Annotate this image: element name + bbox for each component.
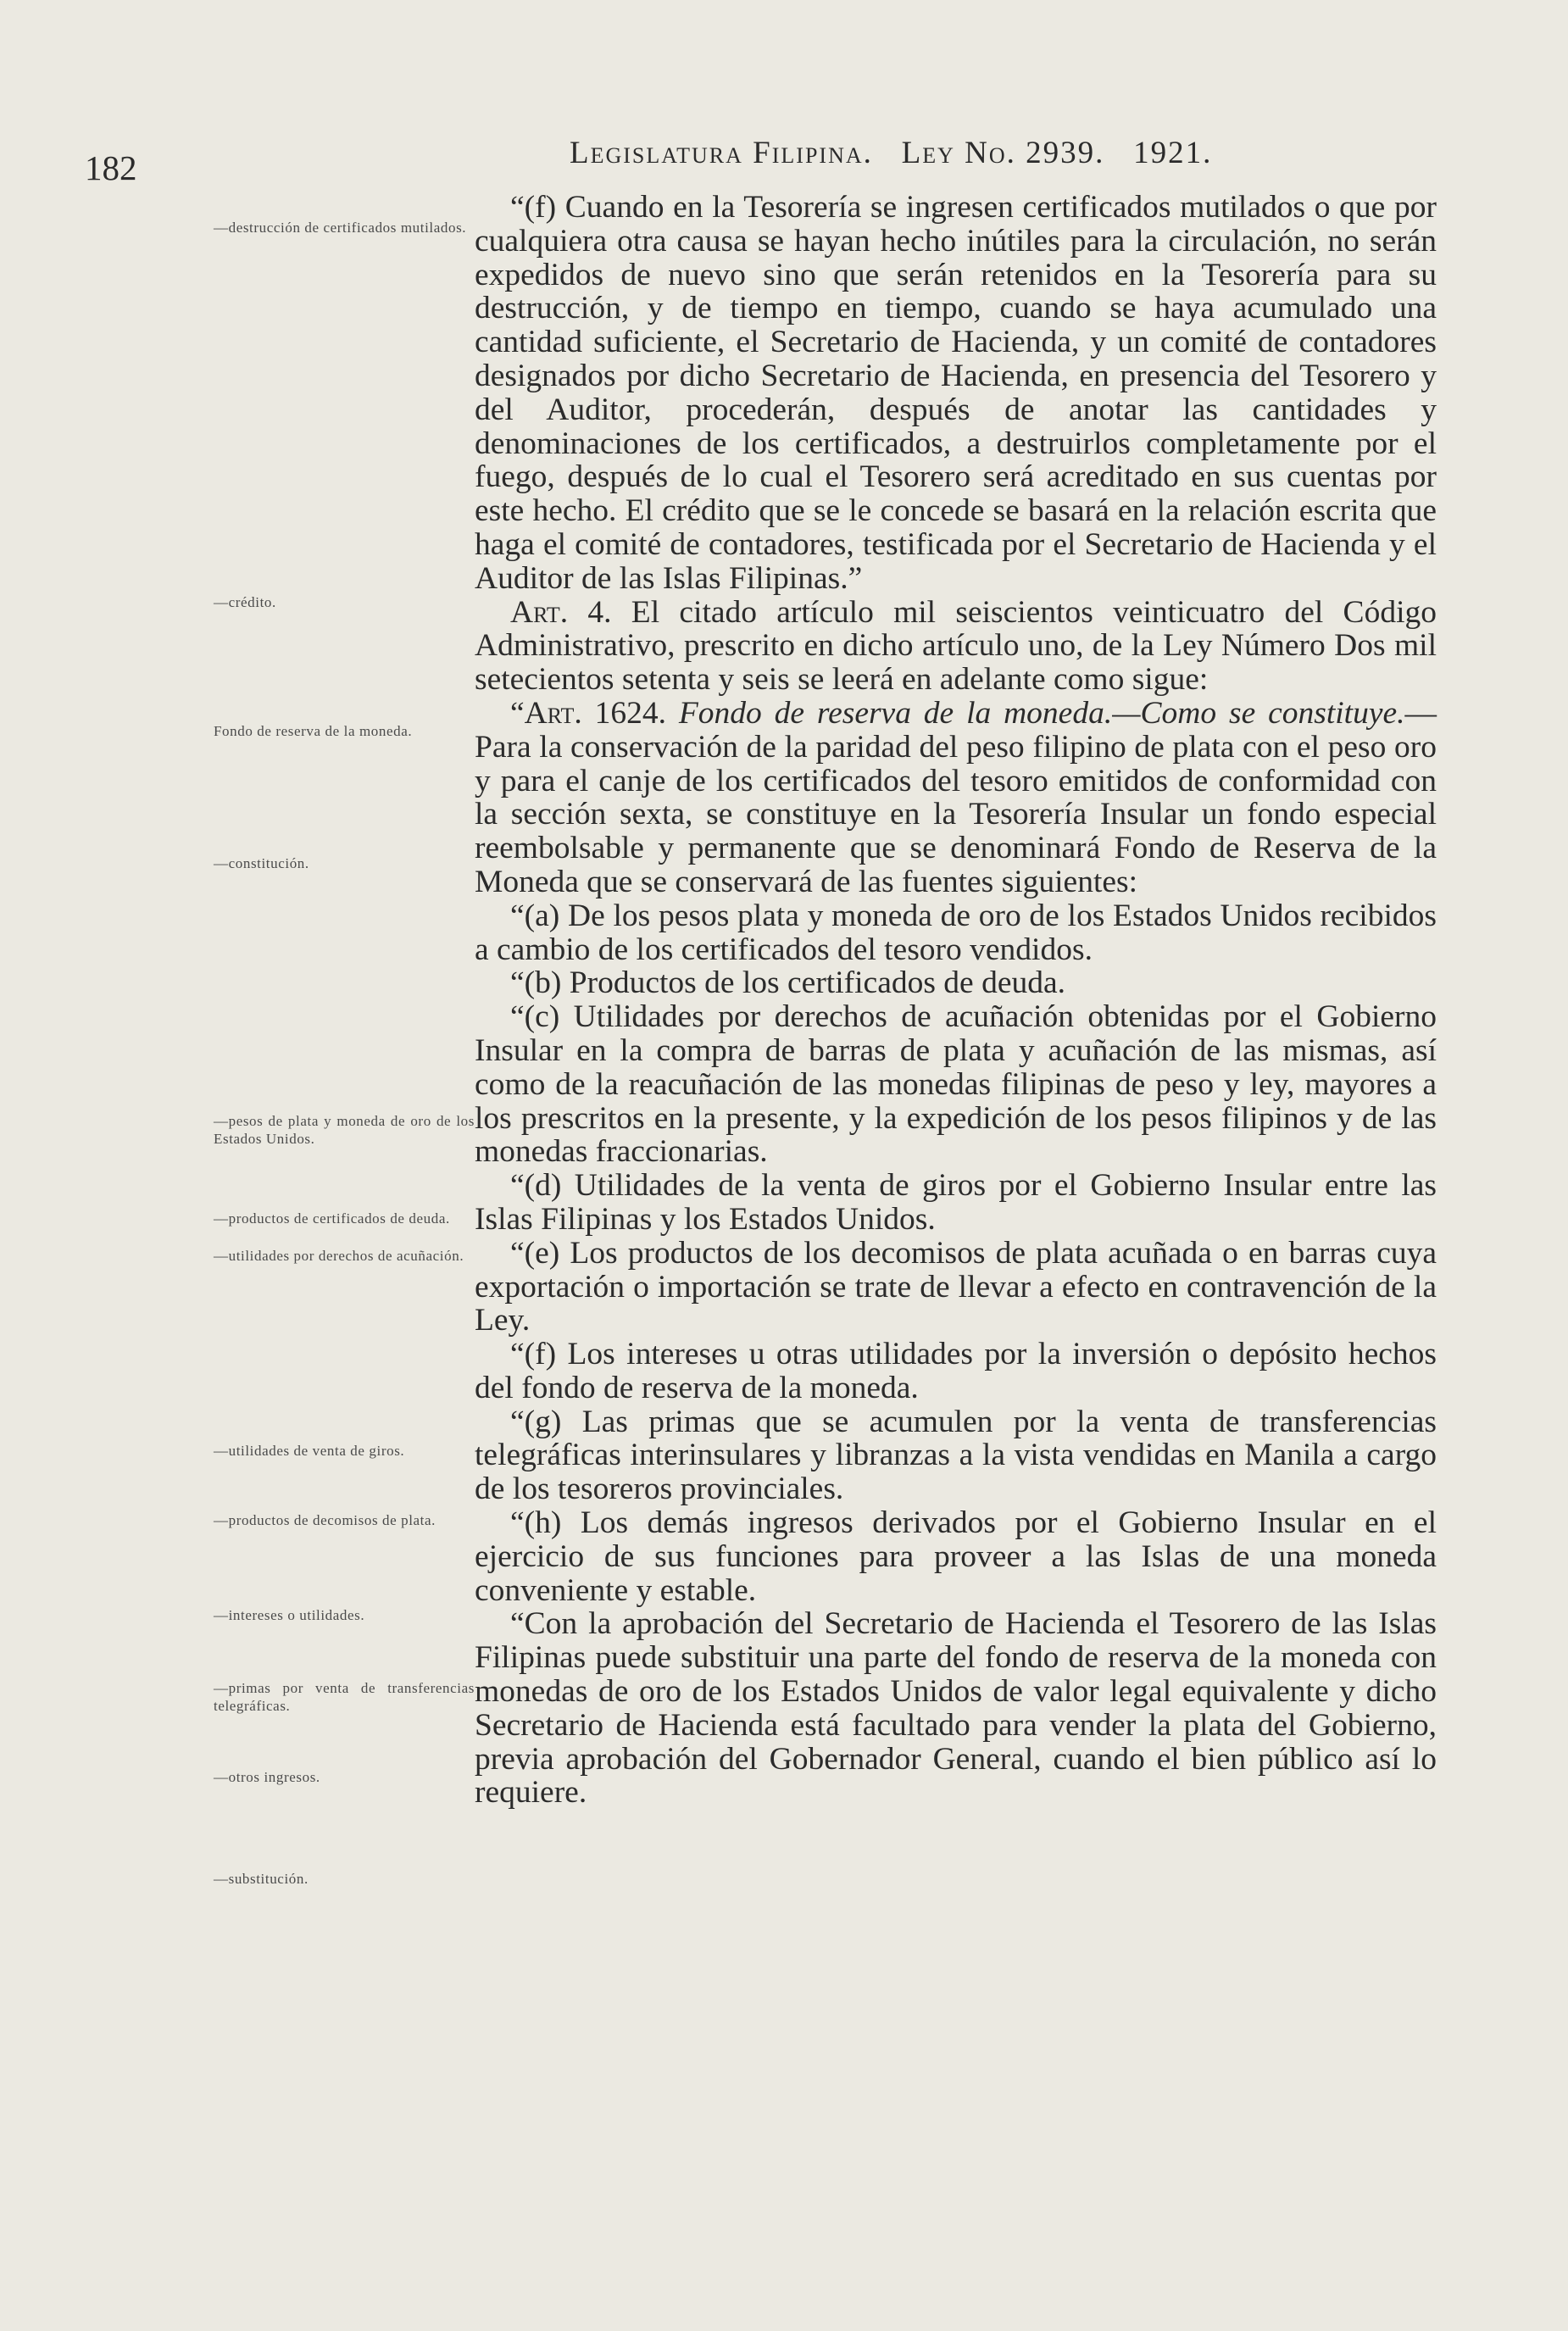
margin-note: —intereses o utilidades. [214,1607,365,1623]
paragraph-article-1624 [475,697,1437,899]
margin-note: Fondo de reserva de la moneda. [214,723,413,739]
running-title-year: 1921. [1133,136,1213,170]
article-4-text: El citado artículo mil seiscientos veinticuatro del Código Administrativo, prescrito en dicho artículo uno, de la Ley Número Dos mil setecientos setenta y seis se leerá en adelante como sigue: [475,594,1437,698]
paragraph-c: “(c) Utilidades por derechos de acuñación obtenidas por el Gobierno Insular en la compra de barras de plata y acuñación de las mismas, así como de la reacuñación de las monedas filipinas de peso y ley, mayores a los prescritos en la presente, y la expedición de los pesos filipinos y de las monedas fraccionarias. [475,999,1437,1170]
article-1624-title: Fondo de reserva de la moneda.—Como se constituye. [678,695,1405,731]
margin-note: —constitución. [214,855,309,871]
paragraph-b: “(b) Productos de los certificados de deuda. [510,965,1065,1001]
margin-note: —pesos de plata y moneda de oro de los Estados Unidos. [214,1113,475,1147]
running-title-law: Ley No. 2939. [901,136,1105,170]
margin-note: —substitución. [214,1871,309,1887]
paragraph-d: “(d) Utilidades de la venta de giros por el Gobierno Insular entre las Islas Filipinas y los Estados Unidos. [475,1168,1437,1237]
paragraph-a: “(a) De los pesos plata y moneda de oro de los Estados Unidos recibidos a cambio de los certificados del tesoro vendidos. [475,898,1437,967]
margin-note: —utilidades por derechos de acuñación. [214,1248,464,1264]
paragraph-e: “(e) Los productos de los decomisos de plata acuñada o en barras cuya exportación o importación se trate de llevar a efecto en contravención de la Ley. [475,1235,1437,1338]
article-1624-label: “Art. 1624. [510,695,666,731]
running-head [570,137,1212,169]
running-title-legislature: Legislatura Filipina. [570,136,873,170]
paragraph-g: “(g) Las primas que se acumulen por la venta de transferencias telegráficas interinsulares y libranzas a la vista vendidas en Manila a cargo de los tesoreros provinciales. [475,1404,1437,1507]
margin-note: —crédito. [214,594,276,610]
margin-note: —productos de decomisos de plata. [214,1512,436,1528]
margin-note: —otros ingresos. [214,1769,320,1785]
paragraph-substitution: “Con la aprobación del Secretario de Hacienda el Tesorero de las Islas Filipinas puede substituir una parte del fondo de reserva de la moneda con monedas de oro de los Estados Unidos de valor legal equivalente y dicho Secretario de Hacienda está facultado para vender la plata del Gobierno, previa aprobación del Gobernador General, cuando el bien público así lo requiere. [475,1606,1437,1811]
article-4-label: Art. 4. [510,594,612,630]
body-text [475,191,1437,1810]
margin-note: —primas por venta de transferencias telegráficas. [214,1680,475,1714]
article-1624-text: —Para la conservación de la paridad del peso filipino de plata con el peso oro y para el canje de los certificados del tesoro emitidos de conformidad con la sección sexta, se constituye en la Tesorería Insular un fondo especial reembolsable y permanente que se denominará Fondo de Reserva de la Moneda que se conservará de las fuentes siguientes: [475,695,1437,899]
page-number: 182 [85,148,137,187]
margin-note: —utilidades de venta de giros. [214,1443,405,1459]
paragraph-h: “(h) Los demás ingresos derivados por el Gobierno Insular en el ejercicio de sus funciones para proveer a las Islas de una moneda conveniente y estable. [475,1505,1437,1608]
paragraph-article-4 [475,596,1437,697]
paragraph-f: “(f) Los intereses u otras utilidades por la inversión o depósito hechos del fondo de reserva de la moneda. [475,1337,1437,1405]
paragraph-f-mutilated-certificates: “(f) Cuando en la Tesorería se ingresen certificados mutilados o que por cualquiera otra causa se hayan hecho inútiles para la circulación, no serán expedidos de nuevo sino que serán retenidos en la Tesorería para su destrucción, y de tiempo en tiempo, cuando se haya acumulado una cantidad suficiente, el Secretario de Hacienda, y un comité de contadores designados por dicho Secretario de Hacienda, en presencia del Tesorero y del Auditor, procederán, después de anotar las cantidades y denominaciones de los certificados, a destruirlos completamente por el fuego, después de lo cual el Tesorero será acreditado en sus cuentas por este hecho. El crédito que se le concede se basará en la relación escrita que haga el comité de contadores, testificada por el Secretario de Hacienda y el Auditor de las Islas Filipinas.” [475,190,1437,596]
margin-note: —productos de certificados de deuda. [214,1210,450,1227]
margin-note: —destrucción de certificados mutilados. [214,220,467,236]
